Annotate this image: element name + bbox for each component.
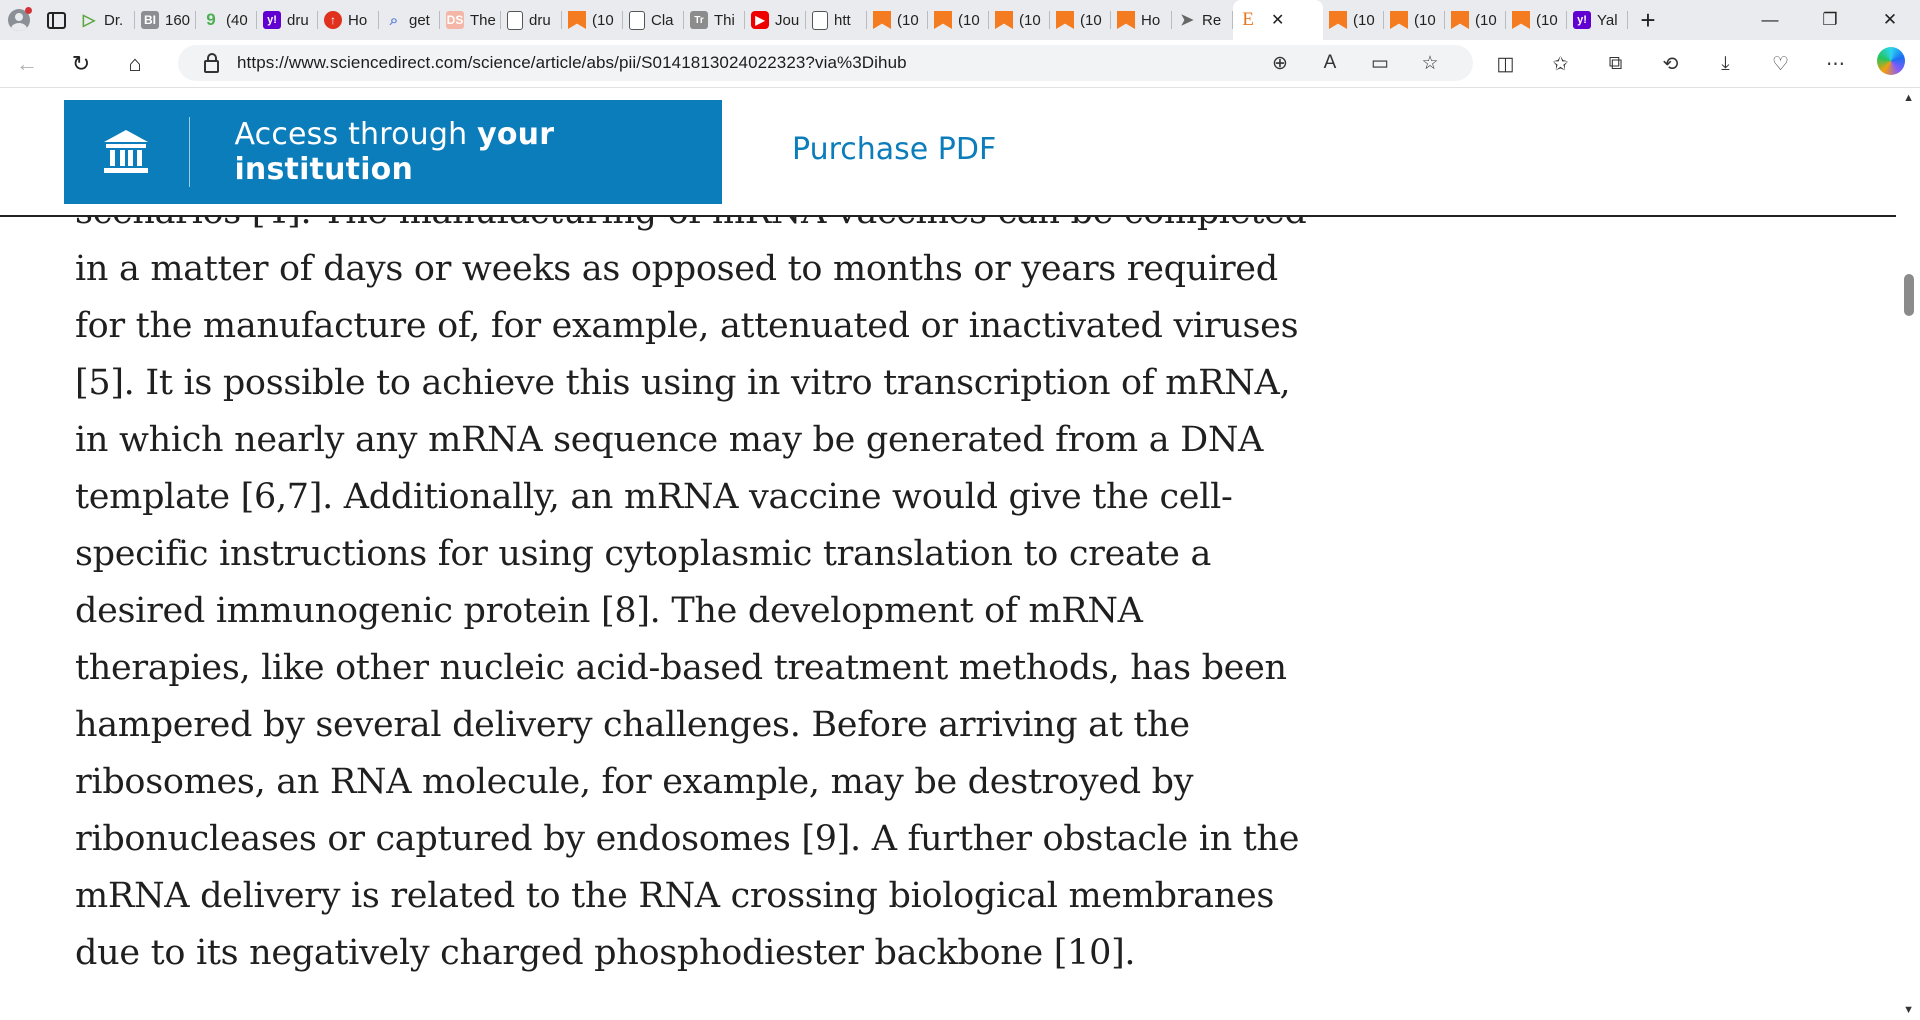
bookmark-icon bbox=[1117, 11, 1135, 29]
bi-icon: BI bbox=[141, 11, 159, 29]
active-tab[interactable] bbox=[1233, 0, 1323, 40]
collections-icon[interactable]: ⧉ bbox=[1608, 53, 1623, 74]
sticky-access-bar bbox=[0, 88, 1896, 217]
access-bold: your institution bbox=[234, 117, 555, 187]
access-divider bbox=[189, 117, 191, 187]
scroll-thumb[interactable] bbox=[1904, 274, 1914, 316]
tab-title: Thi bbox=[714, 11, 735, 29]
split-screen-icon[interactable]: ◫ bbox=[1496, 53, 1515, 75]
profile-button[interactable] bbox=[0, 0, 38, 40]
lock-icon bbox=[204, 60, 219, 73]
ds-icon: DS bbox=[446, 13, 464, 27]
browser-tab[interactable] bbox=[1567, 0, 1628, 40]
close-window-button[interactable]: ✕ bbox=[1882, 10, 1898, 29]
tab-title: (10 bbox=[958, 11, 980, 29]
tab-title: (10 bbox=[1536, 11, 1558, 29]
copilot-button[interactable] bbox=[1863, 47, 1918, 81]
downloads-icon[interactable]: ⤓ bbox=[1721, 53, 1730, 74]
browser-tab[interactable] bbox=[562, 0, 623, 40]
youtube-icon: ▶ bbox=[751, 11, 769, 29]
article-body bbox=[75, 184, 1300, 982]
browser-tab[interactable] bbox=[684, 0, 745, 40]
address-bar[interactable] bbox=[178, 45, 1473, 81]
bookmark-icon bbox=[1451, 11, 1469, 29]
browser-tab[interactable] bbox=[1384, 0, 1445, 40]
browser-tab[interactable] bbox=[867, 0, 928, 40]
doc-icon bbox=[629, 11, 645, 30]
article-line: specific instructions for using cytoplasmic translation to create a bbox=[75, 534, 1212, 574]
article-line: desired immunogenic protein [8]. The development of mRNA bbox=[75, 591, 1143, 631]
yahoo-icon: y! bbox=[1573, 11, 1591, 29]
browser-tab[interactable] bbox=[806, 0, 867, 40]
tab-actions-icon bbox=[47, 12, 66, 29]
favorite-star-icon[interactable]: ☆ bbox=[1421, 52, 1439, 74]
tab-title: (40 bbox=[226, 11, 248, 29]
new-tab-button[interactable]: + bbox=[1640, 4, 1656, 35]
bookmark-icon bbox=[934, 11, 952, 29]
history-icon[interactable]: ⟲ bbox=[1662, 53, 1679, 75]
bookmark-icon bbox=[1056, 11, 1074, 29]
doc-lock-icon bbox=[507, 11, 523, 30]
article-line: in a matter of days or weeks as opposed to months or years required bbox=[75, 249, 1278, 289]
bookmark-icon bbox=[568, 11, 586, 29]
tab-title: dru bbox=[529, 11, 551, 29]
tab-title: (10 bbox=[1353, 11, 1375, 29]
browser-tab[interactable] bbox=[501, 0, 562, 40]
home-icon: ⌂ bbox=[128, 50, 142, 76]
browser-tab[interactable] bbox=[379, 0, 440, 40]
tab-title: dru bbox=[287, 11, 309, 29]
tab-title: Ho bbox=[1141, 11, 1161, 29]
article-line: in which nearly any mRNA sequence may be generated from a DNA bbox=[75, 420, 1264, 460]
bookmark-icon bbox=[1512, 11, 1530, 29]
browser-tab[interactable] bbox=[989, 0, 1050, 40]
red-circle-icon: ↑ bbox=[324, 11, 342, 29]
browser-tab[interactable] bbox=[1172, 0, 1233, 40]
browser-tab[interactable] bbox=[74, 0, 135, 40]
tab-title: Ho bbox=[348, 11, 368, 29]
tab-actions-button[interactable] bbox=[38, 0, 74, 40]
tab-title: Re bbox=[1202, 11, 1222, 29]
purchase-pdf-link[interactable]: Purchase PDF bbox=[792, 132, 997, 167]
article-line: template [6,7]. Additionally, an mRNA vaccine would give the cell- bbox=[75, 477, 1233, 517]
tab-title: (10 bbox=[897, 11, 919, 29]
browser-tab[interactable] bbox=[745, 0, 806, 40]
tab-list bbox=[74, 0, 1628, 40]
article-line: therapies, like other nucleic acid-based treatment methods, has been bbox=[75, 648, 1287, 688]
elsevier-e-icon: E bbox=[1242, 9, 1254, 30]
access-institution-button[interactable] bbox=[64, 100, 722, 204]
tab-title: (10 bbox=[592, 11, 614, 29]
browser-tab[interactable] bbox=[1111, 0, 1172, 40]
browser-tab[interactable] bbox=[318, 0, 379, 40]
read-aloud-icon[interactable]: A bbox=[1323, 52, 1337, 73]
notification-dot-icon bbox=[25, 7, 32, 14]
article-line: ribosomes, an RNA molecule, for example, may be destroyed by bbox=[75, 762, 1194, 802]
bookmark-icon bbox=[1390, 11, 1408, 29]
browser-toolbar bbox=[0, 40, 1920, 88]
browser-tab[interactable] bbox=[257, 0, 318, 40]
bookmark-icon bbox=[873, 11, 891, 29]
tab-title: (10 bbox=[1414, 11, 1436, 29]
home-button[interactable] bbox=[108, 40, 162, 88]
close-tab-icon[interactable]: ✕ bbox=[1271, 12, 1285, 29]
tab-title: (10 bbox=[1080, 11, 1102, 29]
performance-icon[interactable]: ♡ bbox=[1771, 53, 1790, 75]
tt-icon: Tr bbox=[690, 11, 708, 29]
article-line: [5]. It is possible to achieve this using in vitro transcription of mRNA, bbox=[75, 363, 1291, 403]
play-icon: ▷ bbox=[82, 12, 96, 29]
refresh-button[interactable] bbox=[54, 40, 108, 88]
back-arrow-icon: ← bbox=[16, 50, 38, 76]
search-icon: ⌕ bbox=[389, 11, 399, 29]
article-line: for the manufacture of, for example, attenuated or inactivated viruses bbox=[75, 306, 1299, 346]
tab-title: 160 bbox=[165, 11, 191, 29]
tab-title: Yal bbox=[1597, 11, 1618, 29]
tab-title: htt bbox=[834, 11, 851, 29]
scroll-down-icon[interactable]: ▼ bbox=[1903, 1004, 1914, 1016]
page-viewport bbox=[0, 88, 1920, 1020]
article-line: ribonucleases or captured by endosomes [9]. A further obstacle in the bbox=[75, 819, 1300, 859]
restore-button[interactable]: ❐ bbox=[1822, 10, 1838, 29]
browser-tab[interactable] bbox=[623, 0, 684, 40]
access-prefix: Access through bbox=[234, 117, 478, 152]
article-line: hampered by several delivery challenges. Before arriving at the bbox=[75, 705, 1190, 745]
back-button[interactable] bbox=[0, 40, 54, 88]
browser-tab[interactable] bbox=[1506, 0, 1567, 40]
url-text[interactable]: https://www.sciencedirect.com/science/article/abs/pii/S0141813024022323?via%3Dihub bbox=[237, 53, 907, 72]
tab-title: Cla bbox=[651, 11, 674, 29]
scroll-up-icon[interactable]: ▲ bbox=[1903, 92, 1914, 104]
tab-title: Dr. bbox=[104, 11, 124, 29]
zoom-icon[interactable]: ⊕ bbox=[1272, 52, 1288, 74]
browser-tab[interactable] bbox=[1445, 0, 1506, 40]
immersive-reader-icon[interactable]: ▭ bbox=[1371, 52, 1389, 74]
browser-tab[interactable] bbox=[196, 0, 257, 40]
tab-title: Jou bbox=[775, 11, 800, 29]
bookmark-icon bbox=[1329, 11, 1347, 29]
minimize-button[interactable]: — bbox=[1761, 10, 1779, 29]
yahoo-icon: y! bbox=[263, 11, 281, 29]
more-menu-icon[interactable]: ⋯ bbox=[1826, 53, 1845, 75]
institution-icon bbox=[64, 100, 189, 204]
browser-tab[interactable] bbox=[440, 0, 501, 40]
tab-title: The bbox=[470, 11, 496, 29]
article-line: mRNA delivery is related to the RNA crossing biological membranes bbox=[75, 876, 1275, 916]
access-label bbox=[234, 117, 722, 187]
article-paragraph bbox=[75, 184, 1300, 982]
refresh-icon: ↻ bbox=[71, 50, 91, 76]
favorites-icon[interactable]: ✩ bbox=[1552, 53, 1569, 75]
window-controls bbox=[1740, 0, 1920, 40]
arrow-icon: ➤ bbox=[1180, 12, 1194, 29]
doc-icon bbox=[812, 11, 828, 30]
scrollbar[interactable] bbox=[1896, 88, 1920, 1020]
tab-title: (10 bbox=[1019, 11, 1041, 29]
browser-tab[interactable] bbox=[1323, 0, 1384, 40]
tab-strip bbox=[0, 0, 1920, 40]
copilot-icon bbox=[1877, 47, 1905, 75]
tab-title: (10 bbox=[1475, 11, 1497, 29]
tab-title: get bbox=[409, 11, 430, 29]
browser-tab[interactable] bbox=[928, 0, 989, 40]
browser-tab[interactable] bbox=[1050, 0, 1111, 40]
g9-icon: 9 bbox=[206, 10, 216, 29]
bookmark-icon bbox=[995, 11, 1013, 29]
article-line: due to its negatively charged phosphodiester backbone [10]. bbox=[75, 933, 1136, 973]
browser-tab[interactable] bbox=[135, 0, 196, 40]
